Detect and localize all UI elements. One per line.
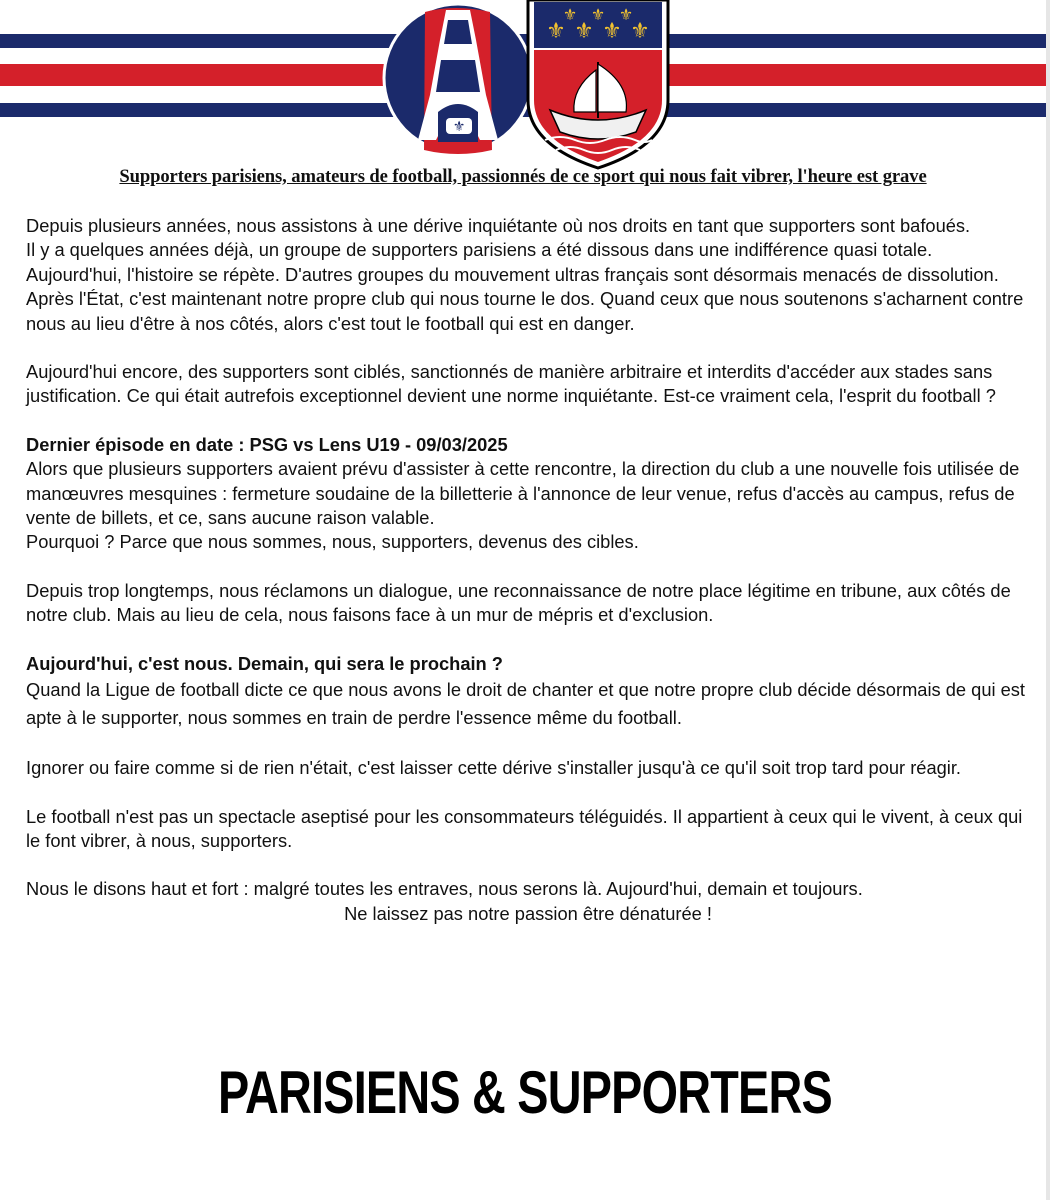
svg-text:⚜: ⚜ xyxy=(574,19,594,44)
svg-text:⚜: ⚜ xyxy=(546,19,566,44)
paris-coat-of-arms-icon xyxy=(528,0,668,168)
paragraph-3: Aujourd'hui encore, des supporters sont ciblés, sanctionnés de manière arbitraire et interdits d'accéder aux stades sans justification. Ce qui était autrefois exceptionnel devient une norme inquiétante. Est-ce vraiment cela, l'esprit du football ? xyxy=(26,361,996,407)
paragraph-8: Ignorer ou faire comme si de rien n'était, c'est laisser cette dérive s'installer jusqu'à ce qu'il soit trop tard pour réagir. xyxy=(26,757,962,779)
paragraph-4: Alors que plusieurs supporters avaient prévu d'assister à cette rencontre, la direction du club a une nouvelle fois utilisée de manœuvres mesquines : fermeture soudaine de la billetterie à l'annonce de leur venue, refus d'accès au campus, refus de vente de billets, et ce, sans aucune raison valable. xyxy=(26,458,1020,529)
header-crests xyxy=(0,0,1050,170)
svg-text:⚜: ⚜ xyxy=(562,5,578,24)
signature: PARISIENS & SUPPORTERS xyxy=(218,1059,832,1126)
closing-line: Ne laissez pas notre passion être dénaturée ! xyxy=(344,902,712,924)
paragraph-1: Depuis plusieurs années, nous assistons à une dérive inquiétante où nos droits en tant que supporters sont bafoués. xyxy=(26,215,971,236)
headline: Supporters parisiens, amateurs de football, passionnés de ce sport qui nous fait vibrer, l'heure est grave xyxy=(119,166,927,187)
paragraph-7: Quand la Ligue de football dicte ce que nous avons le droit de chanter et que notre propre club décide désormais de qui est apte à le supporter, nous sommes en train de perdre l'essence même du football. xyxy=(26,679,1026,729)
section-heading-2: Aujourd'hui, c'est nous. Demain, qui sera le prochain ? xyxy=(26,652,503,674)
svg-text:⚜: ⚜ xyxy=(630,19,650,44)
svg-text:⚜: ⚜ xyxy=(618,5,634,24)
letter-body xyxy=(26,214,1030,926)
page-edge xyxy=(1046,0,1050,1200)
paragraph-5: Pourquoi ? Parce que nous sommes, nous, supporters, devenus des cibles. xyxy=(26,531,639,553)
svg-text:⚜: ⚜ xyxy=(590,5,606,24)
svg-text:⚜: ⚜ xyxy=(452,119,466,135)
section-heading-1: Dernier épisode en date : PSG vs Lens U19 - 09/03/2025 xyxy=(26,433,508,455)
svg-text:⚜: ⚜ xyxy=(602,19,622,44)
paragraph-6: Depuis trop longtemps, nous réclamons un dialogue, une reconnaissance de notre place légitime en tribune, aux côtés de notre club. Mais au lieu de cela, nous faisons face à un mur de mépris et d'exclusion. xyxy=(26,579,1011,626)
paragraph-2: Il y a quelques années déjà, un groupe de supporters parisiens a été dissous dans une indifférence quasi totale. Aujourd'hui, l'histoire se répète. D'autres groupes du mouvement ultras français sont désormais menacés de dissolution. Après l'État, c'est maintenant notre propre club qui nous tourne le dos. Quand ceux que nous soutenons s'acharnent contre nous au lieu d'être à nos côtés, alors c'est tout le football qui est en danger. xyxy=(26,239,1024,334)
psg-crest-icon xyxy=(384,4,532,154)
paragraph-9: Le football n'est pas un spectacle aseptisé pour les consommateurs téléguidés. Il appartient à ceux qui le vivent, à ceux qui le font vibrer, à nous, supporters. xyxy=(26,805,1023,851)
paragraph-10: Nous le disons haut et fort : malgré toutes les entraves, nous serons là. Aujourd'hui, demain et toujours. xyxy=(26,878,863,900)
